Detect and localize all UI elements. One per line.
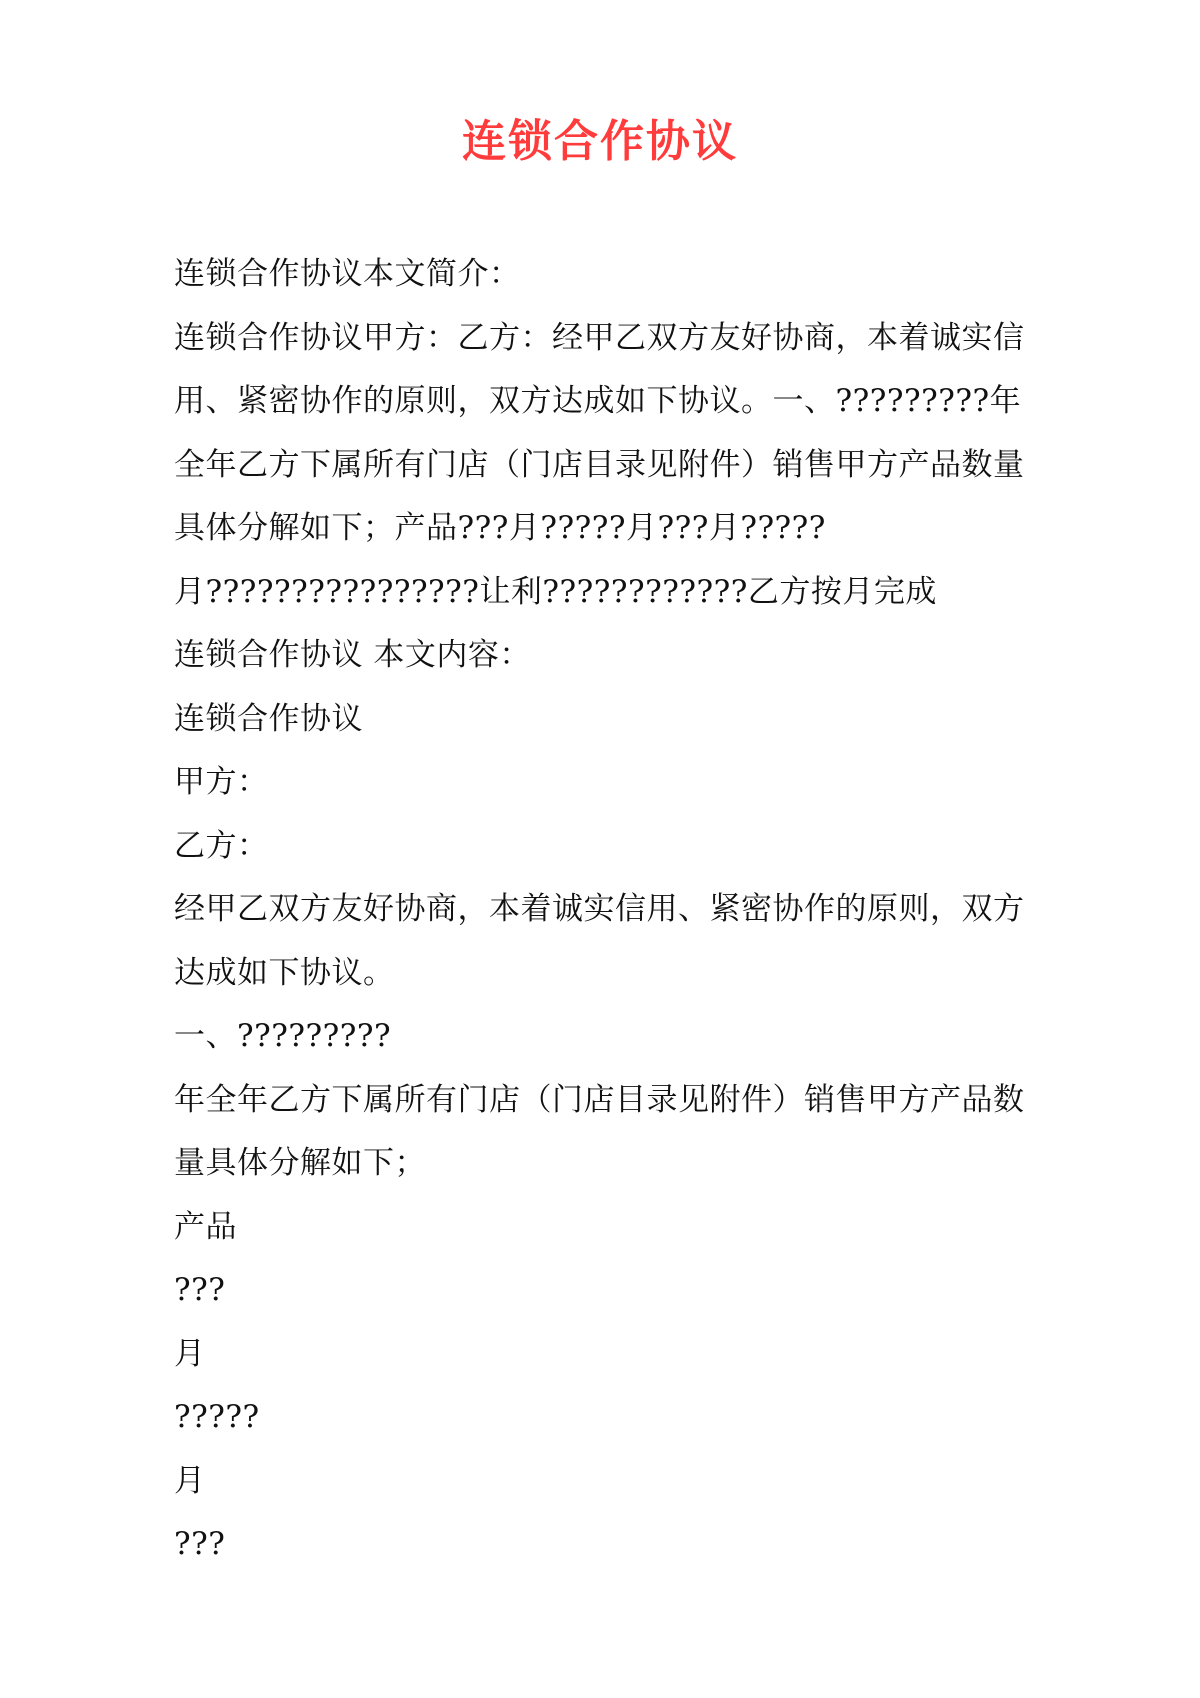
month-line: 月	[174, 1462, 206, 1499]
content-heading: 连锁合作协议 本文内容：	[174, 637, 531, 673]
agreement-title-line: 连锁合作协议	[174, 700, 363, 737]
party-a-line: 甲方：	[174, 764, 269, 800]
intro-paragraph-line: 连锁合作协议甲方：乙方：经甲乙双方友好协商，本着诚实信	[174, 319, 1025, 356]
clause-one-line: 一、?????????	[174, 1018, 392, 1054]
preamble-line: 经甲乙双方友好协商，本着诚实信用、紧密协作的原则，双方	[174, 891, 1025, 927]
intro-paragraph-line: 具体分解如下；产品???月?????月???月?????	[174, 510, 826, 546]
intro-paragraph-line: 用、紧密协作的原则，双方达成如下协议。一、?????????年	[174, 383, 1022, 419]
placeholder-line: ???	[174, 1526, 226, 1562]
preamble-line: 达成如下协议。	[174, 954, 395, 991]
document-body	[174, 243, 1036, 1577]
clause-one-line: 量具体分解如下；	[174, 1145, 426, 1181]
document-title: 连锁合作协议	[462, 116, 738, 167]
intro-heading: 连锁合作协议本文简介：	[174, 256, 521, 292]
placeholder-line: ???	[174, 1272, 226, 1308]
party-b-line: 乙方：	[174, 827, 269, 864]
clause-one-line: 年全年乙方下属所有门店（门店目录见附件）销售甲方产品数	[174, 1081, 1025, 1118]
month-line: 月	[174, 1335, 206, 1372]
product-line: 产品	[174, 1208, 237, 1245]
intro-paragraph-line: 月????????????????让利????????????乙方按月完成	[174, 573, 937, 610]
placeholder-line: ?????	[174, 1399, 260, 1435]
intro-paragraph-line: 全年乙方下属所有门店（门店目录见附件）销售甲方产品数量	[174, 446, 1025, 483]
